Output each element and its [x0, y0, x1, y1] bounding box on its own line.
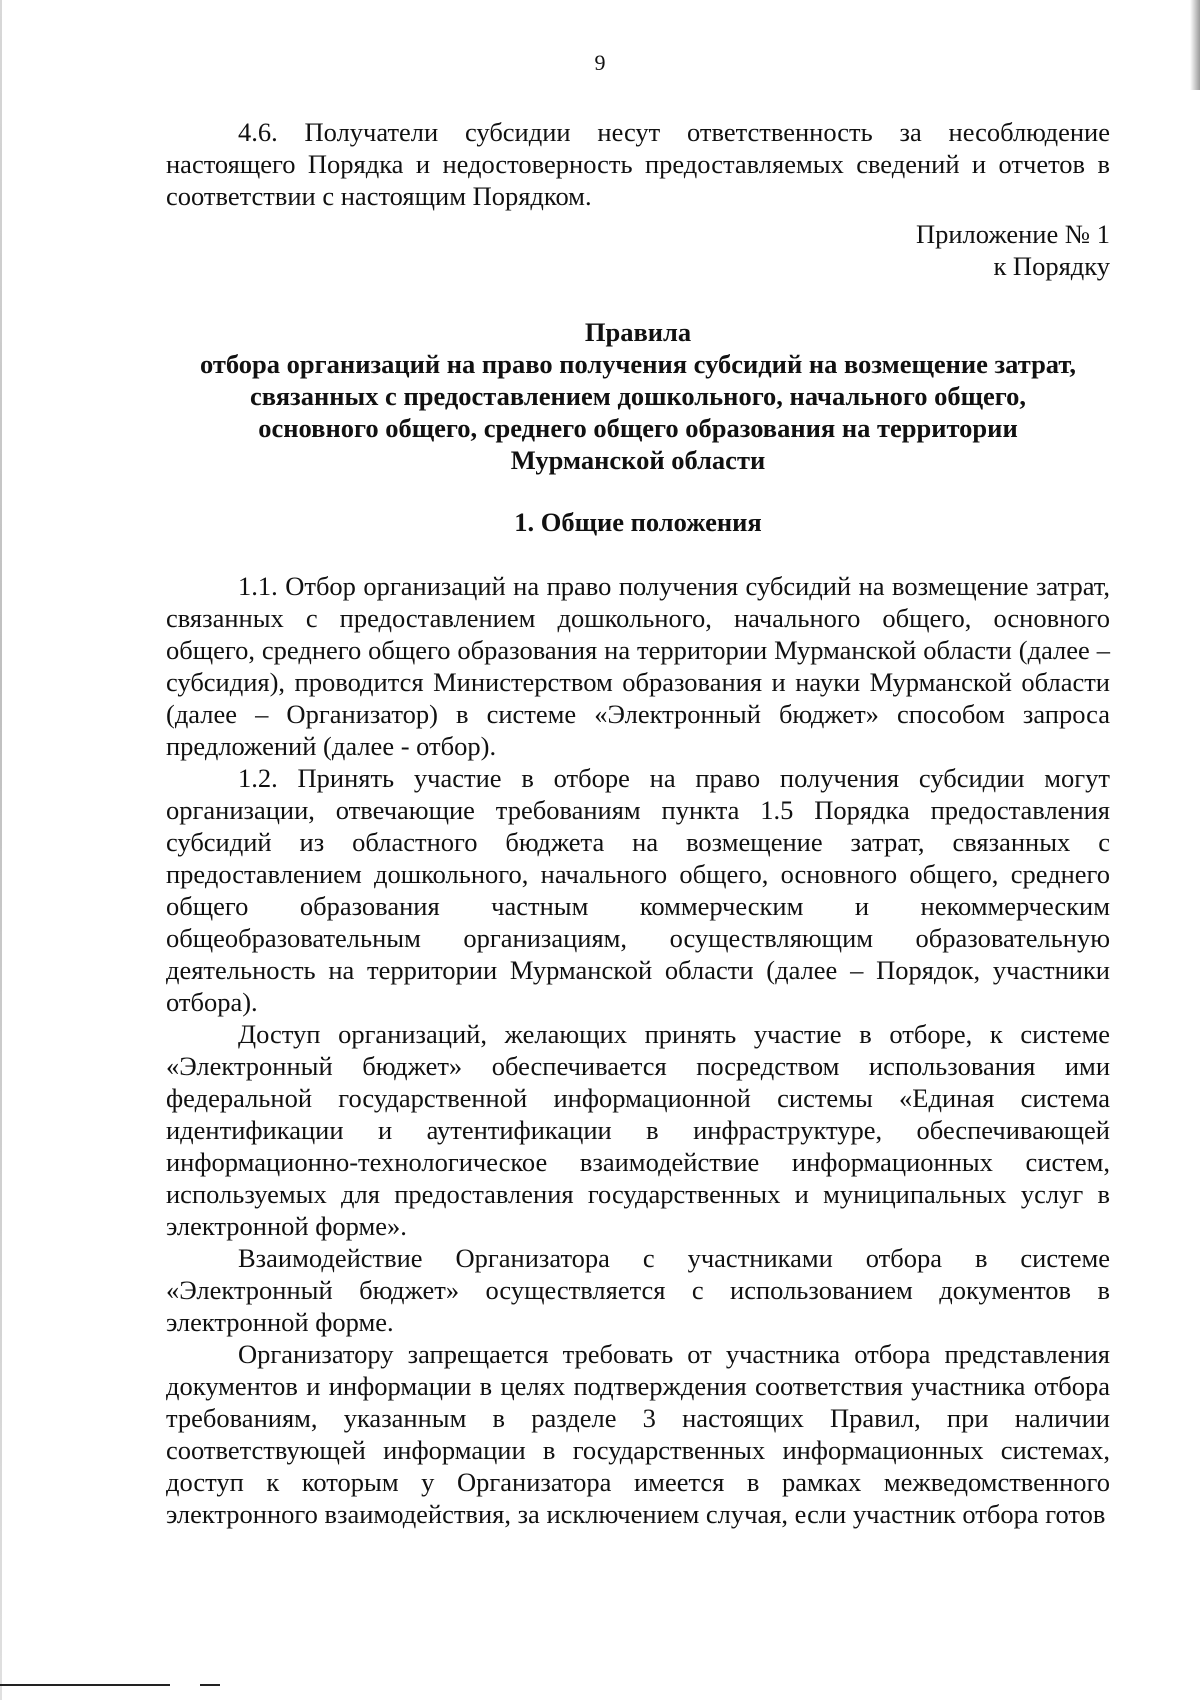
section-title: 1. Общие положения	[514, 507, 762, 537]
document-body	[166, 116, 1110, 1530]
scan-right-edge	[1190, 0, 1200, 90]
rules-title-line-4: основного общего, среднего общего образования на территории	[258, 413, 1018, 443]
page-number: 9	[594, 50, 606, 75]
footer-rule	[0, 1684, 170, 1686]
paragraph-prohibition: Организатору запрещается требовать от участника отбора представления документов и информации в целях подтверждения соответствия участника отбора требованиям, указанным в разделе 3 настоящих Правил, при наличии соответствующей информации в государственных информационных системах, доступ к которым у Организатора имеется в рамках межведомственного электронного взаимодействия, за исключением случая, если участник отбора готов	[166, 1339, 1110, 1529]
paragraph-1-1: 1.1. Отбор организаций на право получения субсидий на возмещение затрат, связанных с предоставлением дошкольного, начального общего, основного общего, среднего общего образования на территории Мурманской области (далее – субсидия), проводится Министерством образования и науки Мурманской области (далее – Организатор) в системе «Электронный бюджет» способом запроса предложений (далее - отбор).	[166, 571, 1110, 761]
paragraph-1-2: 1.2. Принять участие в отборе на право получения субсидии могут организации, отвечающие требованиям пункта 1.5 Порядка предоставления субсидий из областного бюджета на возмещение затрат, связанных с предоставлением дошкольного, начального общего, основного общего, среднего общего образования частным коммерческим и некоммерческим общеобразовательным организациям, осуществляющим образовательную деятельность на территории Мурманской области (далее – Порядок, участники отбора).	[166, 763, 1110, 1017]
rules-title	[166, 316, 1110, 476]
paragraph-interaction: Взаимодействие Организатора с участниками отбора в системе «Электронный бюджет» осуществляется с использованием документов в электронной форме.	[166, 1243, 1110, 1337]
rules-title-line-5: Мурманской области	[510, 445, 766, 475]
rules-title-line-3: связанных с предоставлением дошкольного, начального общего,	[250, 381, 1026, 411]
rules-title-line-2: отбора организаций на право получения субсидий на возмещение затрат,	[199, 349, 1077, 379]
footer-rule-short	[200, 1684, 220, 1686]
appendix-reference	[166, 218, 1110, 282]
appendix-line-1: Приложение № 1	[915, 219, 1110, 249]
paragraph-access: Доступ организаций, желающих принять участие в отборе, к системе «Электронный бюджет» обеспечивается посредством использования ими федеральной государственной информационной системы «Единая система идентификации и аутентификации в инфраструктуре, обеспечивающей информационно-технологическое взаимодействие информационных систем, используемых для предоставления государственных и муниципальных услуг в электронной форме».	[166, 1019, 1110, 1241]
rules-title-line-1: Правила	[584, 317, 692, 347]
paragraph-4-6: 4.6. Получатели субсидии несут ответственность за несоблюдение настоящего Порядка и недостоверность предоставляемых сведений и отчетов в соответствии с настоящим Порядком.	[166, 117, 1110, 211]
appendix-line-2: к Порядку	[993, 251, 1110, 281]
scan-left-edge	[0, 0, 2, 1700]
